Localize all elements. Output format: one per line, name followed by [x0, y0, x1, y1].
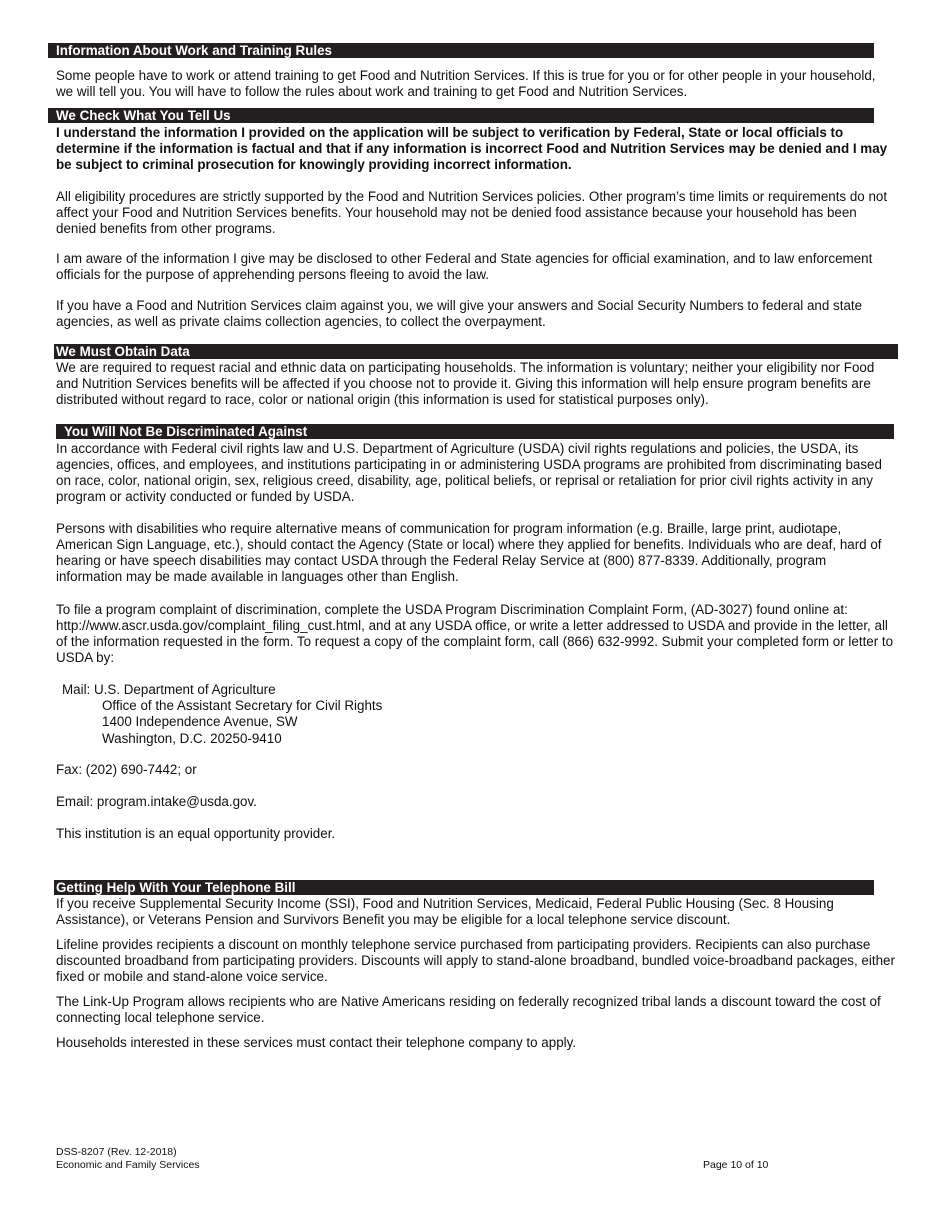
telephone-eligibility-paragraph: If you receive Supplemental Security Income (SSI), Food and Nutrition Services, Medicaid, Federal Public Housing (Sec. 8 Housing Assistance), or Veterans Pension and Survivors Benefit you may be eligible for a local telephone service discount.: [56, 896, 834, 927]
disabilities-paragraph: Persons with disabilities who require alternative means of communication for program information (e.g. Braille, large print, audiotape, American Sign Language, etc.), should contact the Agency (State or local) where they applied for benefits. Individuals who are deaf, hard of hearing or have speech disabilities may contact USDA through the Federal Relay Service at (800) 877-8339. Additionally, program information may be made available in languages other than English.: [56, 521, 882, 584]
mail-line-3: 1400 Independence Avenue, SW: [102, 714, 298, 730]
section-heading-obtain-data: We Must Obtain Data: [54, 344, 898, 359]
equal-opportunity-line: This institution is an equal opportunity provider.: [56, 826, 336, 841]
form-number: DSS-8207 (Rev. 12-2018): [56, 1146, 177, 1158]
section-heading-we-check: We Check What You Tell Us: [48, 108, 874, 123]
email-line: Email: program.intake@usda.gov.: [56, 794, 257, 809]
civil-rights-paragraph: In accordance with Federal civil rights law and U.S. Department of Agriculture (USDA) civil rights regulations and policies, the USDA, its agencies, offices, and employees, and institutions participating in or administering USDA programs are prohibited from discriminating based on race, color, national origin, sex, religious creed, disability, age, political beliefs, or reprisal or retaliation for prior civil rights activity in any program or activity conducted or funded by USDA.: [56, 441, 882, 504]
data-paragraph: We are required to request racial and ethnic data on participating households. The information is voluntary; neither your eligibility nor Food and Nutrition Services benefits will be affected if you choose not to provide it. Giving this information will help ensure program benefits are distributed without regard to race, color or national origin (this information is used for statistical purposes only).: [56, 360, 875, 407]
link-up-paragraph: The Link-Up Program allows recipients who are Native Americans residing on federally recognized tribal lands a discount toward the cost of connecting local telephone service.: [56, 994, 881, 1025]
fax-line: Fax: (202) 690-7442; or: [56, 762, 197, 777]
division-name: Economic and Family Services: [56, 1159, 200, 1171]
complaint-paragraph: To file a program complaint of discrimination, complete the USDA Program Discrimination Complaint Form, (AD-3027) found online at: http://www.ascr.usda.gov/complaint_filing_cust.html, and at any USDA office, or write a letter addressed to USDA and provide in the letter, all of the information requested in the form. To request a copy of the complaint form, call (866) 632-9992. Submit your completed form or letter to USDA by:: [56, 602, 894, 665]
contact-phone-company-paragraph: Households interested in these services must contact their telephone company to apply.: [56, 1035, 577, 1050]
eligibility-paragraph: All eligibility procedures are strictly supported by the Food and Nutrition Services policies. Other program’s time limits or requirements do not affect your Food and Nutrition Services benefits. Your household may not be denied food assistance because your household has been denied benefits from other programs.: [56, 189, 888, 236]
verification-statement: I understand the information I provided on the application will be subject to verification by Federal, State or local officials to determine if the information is factual and that if any information is incorrect Food and Nutrition Services may be denied and I may be subject to criminal prosecution for knowingly providing incorrect information.: [56, 125, 888, 172]
work-training-paragraph: Some people have to work or attend training to get Food and Nutrition Services. If this is true for you or for other people in your household, we will tell you. You will have to follow the rules about work and training to get Food and Nutrition Services.: [56, 68, 876, 99]
disclosure-paragraph: I am aware of the information I give may be disclosed to other Federal and State agencies for official examination, and to law enforcement officials for the purpose of apprehending persons fleeing to avoid the law.: [56, 251, 873, 282]
mail-line-2: Office of the Assistant Secretary for Civil Rights: [102, 698, 383, 714]
claim-paragraph: If you have a Food and Nutrition Services claim against you, we will give your answers and Social Security Numbers to federal and state agencies, as well as private claims collection agencies, to collect the overpayment.: [56, 298, 863, 329]
mail-line-1: Mail: U.S. Department of Agriculture: [62, 682, 276, 697]
section-heading-work-training: Information About Work and Training Rules: [48, 43, 874, 58]
mail-address: [62, 682, 382, 747]
section-heading-not-discriminated: You Will Not Be Discriminated Against: [56, 424, 894, 439]
lifeline-paragraph: Lifeline provides recipients a discount on monthly telephone service purchased from participating providers. Recipients can also purchase discounted broadband from participating providers. Discounts will apply to stand-alone broadband, bundled voice-broadband packages, either fixed or mobile and stand-alone voice service.: [56, 937, 895, 984]
section-heading-telephone-bill: Getting Help With Your Telephone Bill: [54, 880, 874, 895]
mail-line-4: Washington, D.C. 20250-9410: [102, 730, 282, 746]
page-number: Page 10 of 10: [703, 1159, 769, 1171]
